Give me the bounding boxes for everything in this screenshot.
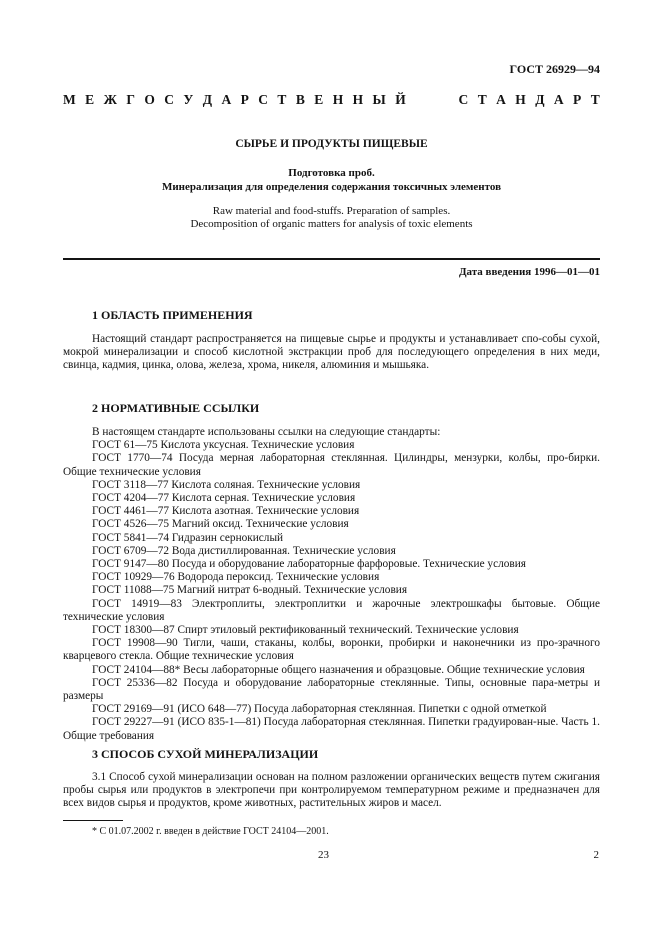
banner-letter: С xyxy=(458,92,469,107)
reference-item: ГОСТ 9147—80 Посуда и оборудование лабораторные фарфоровые. Технические условия xyxy=(92,558,526,571)
banner-letter: Г xyxy=(126,92,135,107)
banner-letter: Ж xyxy=(103,92,117,107)
reference-item: ГОСТ 29169—91 (ИСО 648—77) Посуда лабораторная стеклянная. Пипетки с одной отметкой xyxy=(92,703,547,716)
banner-letter: Т xyxy=(277,92,287,107)
section-1-heading: 1 ОБЛАСТЬ ПРИМЕНЕНИЯ xyxy=(92,308,253,322)
banner-letter: С xyxy=(164,92,175,107)
page-number-center: 23 xyxy=(318,849,329,861)
banner-letter: А xyxy=(553,92,564,107)
reference-item: ГОСТ 18300—87 Спирт этиловый ректификованный технический. Технические условия xyxy=(92,624,519,637)
banner-letter: Р xyxy=(573,92,582,107)
standard-banner xyxy=(63,92,600,108)
section-3-body xyxy=(63,771,600,811)
banner-letter: Т xyxy=(477,92,487,107)
english-title-line-2: Decomposition of organic matters for analysis of toxic elements xyxy=(190,218,473,230)
page-number-right: 2 xyxy=(593,849,599,861)
reference-item: ГОСТ 4526—75 Магний оксид. Технические условия xyxy=(92,518,349,531)
paragraph: Настоящий стандарт распространяется на пищевые сырье и продукты и устанавливает спо-собы сухой, мокрой минерализации и способ кислотной экстракции проб для последующего определения в них меди, свинца, кадмия, цинка, олова, железа, хрома, никеля, алюминия и мышьяка. xyxy=(63,333,600,372)
reference-item: ГОСТ 25336—82 Посуда и оборудование лабораторные стеклянные. Типы, основные пара-метры и размеры xyxy=(63,676,600,703)
banner-letter: Н xyxy=(352,92,364,107)
section-2-heading: 2 НОРМАТИВНЫЕ ССЫЛКИ xyxy=(92,401,260,415)
banner-letter: Д xyxy=(202,92,213,107)
section-2-body xyxy=(63,426,600,743)
banner-letter: О xyxy=(144,92,155,107)
banner-letter: М xyxy=(63,92,76,107)
banner-letter: А xyxy=(496,92,506,107)
document-title: СЫРЬЕ И ПРОДУКТЫ ПИЩЕВЫЕ xyxy=(235,138,428,150)
paragraph: 3.1 Способ сухой минерализации основан на полном разложении органических веществ путем сжигания пробы сырья или продуктов в электропечи при контролируемом температурном режиме и предназначен для всех видов сырья и продуктов, кроме животных, растительных жиров и масел. xyxy=(63,771,600,810)
subtitle-line-2: Минерализация для определения содержания токсичных элементов xyxy=(161,181,502,193)
banner-letter: Й xyxy=(395,92,406,107)
reference-item: ГОСТ 24104—88* Весы лабораторные общего назначения и образцовые. Общие технические условия xyxy=(92,663,585,676)
banner-gap xyxy=(415,92,449,108)
banner-letter: Т xyxy=(590,92,600,107)
banner-letter: Е xyxy=(314,92,324,107)
reference-item: ГОСТ 14919—83 Электроплиты, электроплитки и жарочные электрошкафы бытовые. Общие технические условия xyxy=(63,597,600,623)
banner-letter: В xyxy=(295,92,305,107)
footnote: * С 01.07.2002 г. введен в действие ГОСТ 24104—2001. xyxy=(92,826,329,837)
banner-letter: Д xyxy=(535,92,545,107)
subtitle-line-1: Подготовка проб. xyxy=(288,167,375,179)
banner-letter: С xyxy=(258,92,269,107)
reference-item: ГОСТ 61—75 Кислота уксусная. Технические условия xyxy=(92,439,355,452)
reference-item: ГОСТ 10929—76 Водорода пероксид. Технические условия xyxy=(92,571,380,584)
banner-letter: Е xyxy=(85,92,95,107)
title-divider xyxy=(63,258,600,260)
reference-item: ГОСТ 3118—77 Кислота соляная. Технические условия xyxy=(92,478,361,491)
reference-item: ГОСТ 4204—77 Кислота серная. Технические условия xyxy=(92,492,356,505)
banner-letter: Р xyxy=(240,92,249,107)
banner-letter: Ы xyxy=(372,92,386,107)
footnote-divider xyxy=(63,820,123,821)
banner-letter: У xyxy=(183,92,194,107)
english-title-line-1: Raw material and food-stuffs. Preparation of samples. xyxy=(212,205,451,217)
banner-letter: Н xyxy=(332,92,344,107)
reference-item: ГОСТ 5841—74 Гидразин сернокислый xyxy=(92,531,284,544)
banner-letter: Н xyxy=(515,92,526,107)
reference-item: ГОСТ 19908—90 Тигли, чаши, стаканы, колбы, воронки, пробирки и наконечники из про-зрачного кварцевого стекла. Общие технические условия xyxy=(63,637,600,663)
paragraph: В настоящем стандарте использованы ссылки на следующие стандарты: xyxy=(92,426,441,438)
section-1-body xyxy=(63,333,600,373)
reference-item: ГОСТ 11088—75 Магний нитрат 6-водный. Технические условия xyxy=(92,584,408,597)
banner-letter: А xyxy=(221,92,232,107)
reference-item: ГОСТ 29227—91 (ИСО 835-1—81) Посуда лабораторная стеклянная. Пипетки градуирован-ные. Часть 1. Общие требования xyxy=(63,716,600,742)
introduction-date: Дата введения 1996—01—01 xyxy=(458,266,600,278)
reference-item: ГОСТ 6709—72 Вода дистиллированная. Технические условия xyxy=(92,544,396,557)
section-3-heading: 3 СПОСОБ СУХОЙ МИНЕРАЛИЗАЦИИ xyxy=(92,747,319,761)
reference-item: ГОСТ 4461—77 Кислота азотная. Технические условия xyxy=(92,505,360,518)
document-code: ГОСТ 26929—94 xyxy=(509,62,600,76)
reference-item: ГОСТ 1770—74 Посуда мерная лабораторная стеклянная. Цилиндры, мензурки, колбы, про-бирки. Общие технические условия xyxy=(63,452,600,478)
